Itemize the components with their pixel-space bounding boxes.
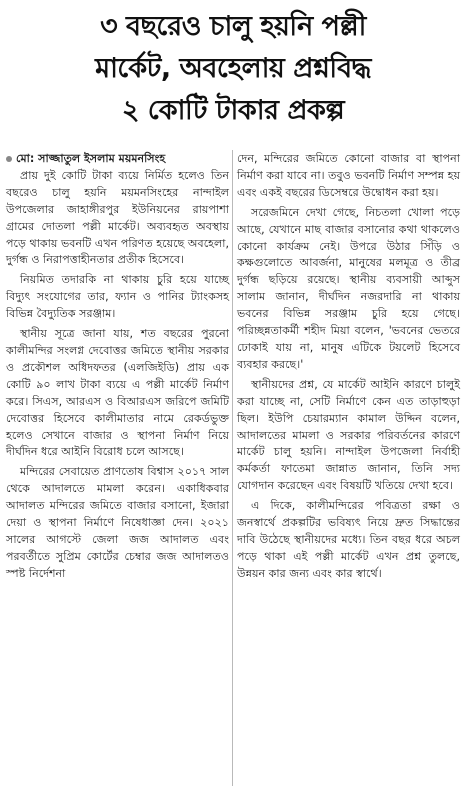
headline-line-1: ৩ বছরেও চালু হয়নি পল্লী xyxy=(100,11,366,42)
article-column-right xyxy=(237,151,460,586)
article-paragraph: স্থানীয়দের প্রশ্ন, যে মার্কেট আইনি কারণে চালুই করা যাচ্ছে না, সেটি নির্মাণে কেন এত তাড়াহুড়া ছিল। ইউপি চেয়ারম্যান কামাল উদ্দিন বলেন, আদালতের মামলা ও সরকার পরিবর্তনের কারণে মার্কেট চালু হয়নি। নান্দাইল উপজেলা নির্বাহী কর্মকর্তা ফাতেমা জান্নাত জানান, তিনি সদ্য যোগদান করেছেন এবং বিষয়টি খতিয়ে দেখা হবে। xyxy=(237,377,460,493)
headline xyxy=(8,6,458,132)
byline-location: ময়মনসিংহ xyxy=(118,152,166,165)
headline-line-2: মার্কেট, অবহেলায় প্রশ্নবিদ্ধ xyxy=(95,53,371,84)
article-paragraph: স্থানীয় সূত্রে জানা যায়, শত বছরের পুরনো কালীমন্দির সংলগ্ন দেবোত্তর জমিতে স্থানীয় সরকার ও প্রকৌশল অধিদফতর (এলজিইডি) প্রায় এক কোটি ৯০ লাখ টাকা ব্যয়ে এ পল্লী মার্কেট নির্মাণ করে। সিএস, আরএস ও বিআরএস জরিপে জমিটি দেবোত্তর হিসেবে কালীমাতার নামে রেকর্ডভুক্ত হলেও সেখানে বাজার ও স্থাপনা নির্মাণ নিয়ে দীর্ঘদিন ধরে আইনি বিরোধ চলে আসছে। xyxy=(6,327,229,459)
byline-author: মো: সাজ্জাতুল ইসলাম xyxy=(16,152,115,165)
article-paragraph: প্রায় দুই কোটি টাকা ব্যয়ে নির্মিত হলেও তিন বছরেও চালু হয়নি ময়মনসিংহের নান্দাইল উপজেলার জাহাঙ্গীরপুর ইউনিয়নের রায়পাশা গ্রামের দোতলা পল্লী মার্কেট। অব্যবহৃত অবস্থায় পড়ে থাকায় ভবনটি এখন পরিণত হয়েছে অবহেলা, দুর্গন্ধ ও নিরাপত্তাহীনতার প্রতীক হিসেবে। xyxy=(6,168,229,267)
article-paragraph: এ দিকে, কালীমন্দিরের পবিত্রতা রক্ষা ও জনস্বার্থে প্রকল্পটির ভবিষ্যৎ নিয়ে দ্রুত সিদ্ধান্তের দাবি উঠেছে স্থানীয়দের মধ্যে। তিন বছর ধরে অচল পড়ে থাকা এই পল্লী মার্কেট এখন প্রশ্ন তুলছে, উন্নয়ন কার জন্য এবং কার স্বার্থে। xyxy=(237,499,460,580)
article-paragraph: সরেজমিনে দেখা গেছে, নিচতলা খোলা পড়ে আছে, যেখানে মাছ বাজার বসানোর কথা থাকলেও কোনো কার্যক্রম নেই। উপরে উঠার সিঁড়ি ও কক্ষগুলোতে আবর্জনা, মানুষের মলমূত্র ও তীব্র দুর্গন্ধ ছড়িয়ে রয়েছে। স্থানীয় ব্যবসায়ী আব্দুস সালাম জানান, দীর্ঘদিন নজরদারি না থাকায় ভবনের বিভিন্ন সরঞ্জাম চুরি হয়ে গেছে। পরিচ্ছন্নতাকর্মী শহীদ মিয়া বলেন, 'ভবনের ভেতরে ঢোকাই যায় না, মানুষ এটিকে টয়লেট হিসেবে ব্যবহার করছে।' xyxy=(237,205,460,371)
column-divider xyxy=(232,150,233,786)
article-column-left xyxy=(6,151,229,586)
headline-line-3: ২ কোটি টাকার প্রকল্প xyxy=(121,95,345,126)
article-paragraph: মন্দিরের সেবায়েত প্রাণতোষ বিশ্বাস ২০১৭ সাল থেকে আদালতে মামলা করেন। একাধিকবার আদালত মন্দিরের জমিতে বাজার বসানো, ইজারা দেয়া ও স্থাপনা নির্মাণে নিষেধাজ্ঞা দেন। ২০২১ সালের আগস্টে জেলা জজ আদালত এবং পরবর্তীতে সুপ্রিম কোর্টের চেম্বার জজ আদালতও স্পষ্ট নির্দেশনা xyxy=(6,465,229,580)
byline xyxy=(6,151,229,168)
article-paragraph: নিয়মিত তদারকি না থাকায় চুরি হয়ে যাচ্ছে বিদ্যুৎ সংযোগের তার, ফ্যান ও পানির ট্যাংকসহ বিভিন্ন বৈদ্যুতিক সরঞ্জাম। xyxy=(6,273,229,321)
bullet-icon xyxy=(6,156,12,162)
article-paragraph: দেন, মন্দিরের জমিতে কোনো বাজার বা স্থাপনা নির্মাণ করা যাবে না। তবুও ভবনটি নির্মাণ সম্পন্ন হয় এবং একই বছরের ডিসেম্বরে উদ্বোধন করা হয়। xyxy=(237,152,460,199)
